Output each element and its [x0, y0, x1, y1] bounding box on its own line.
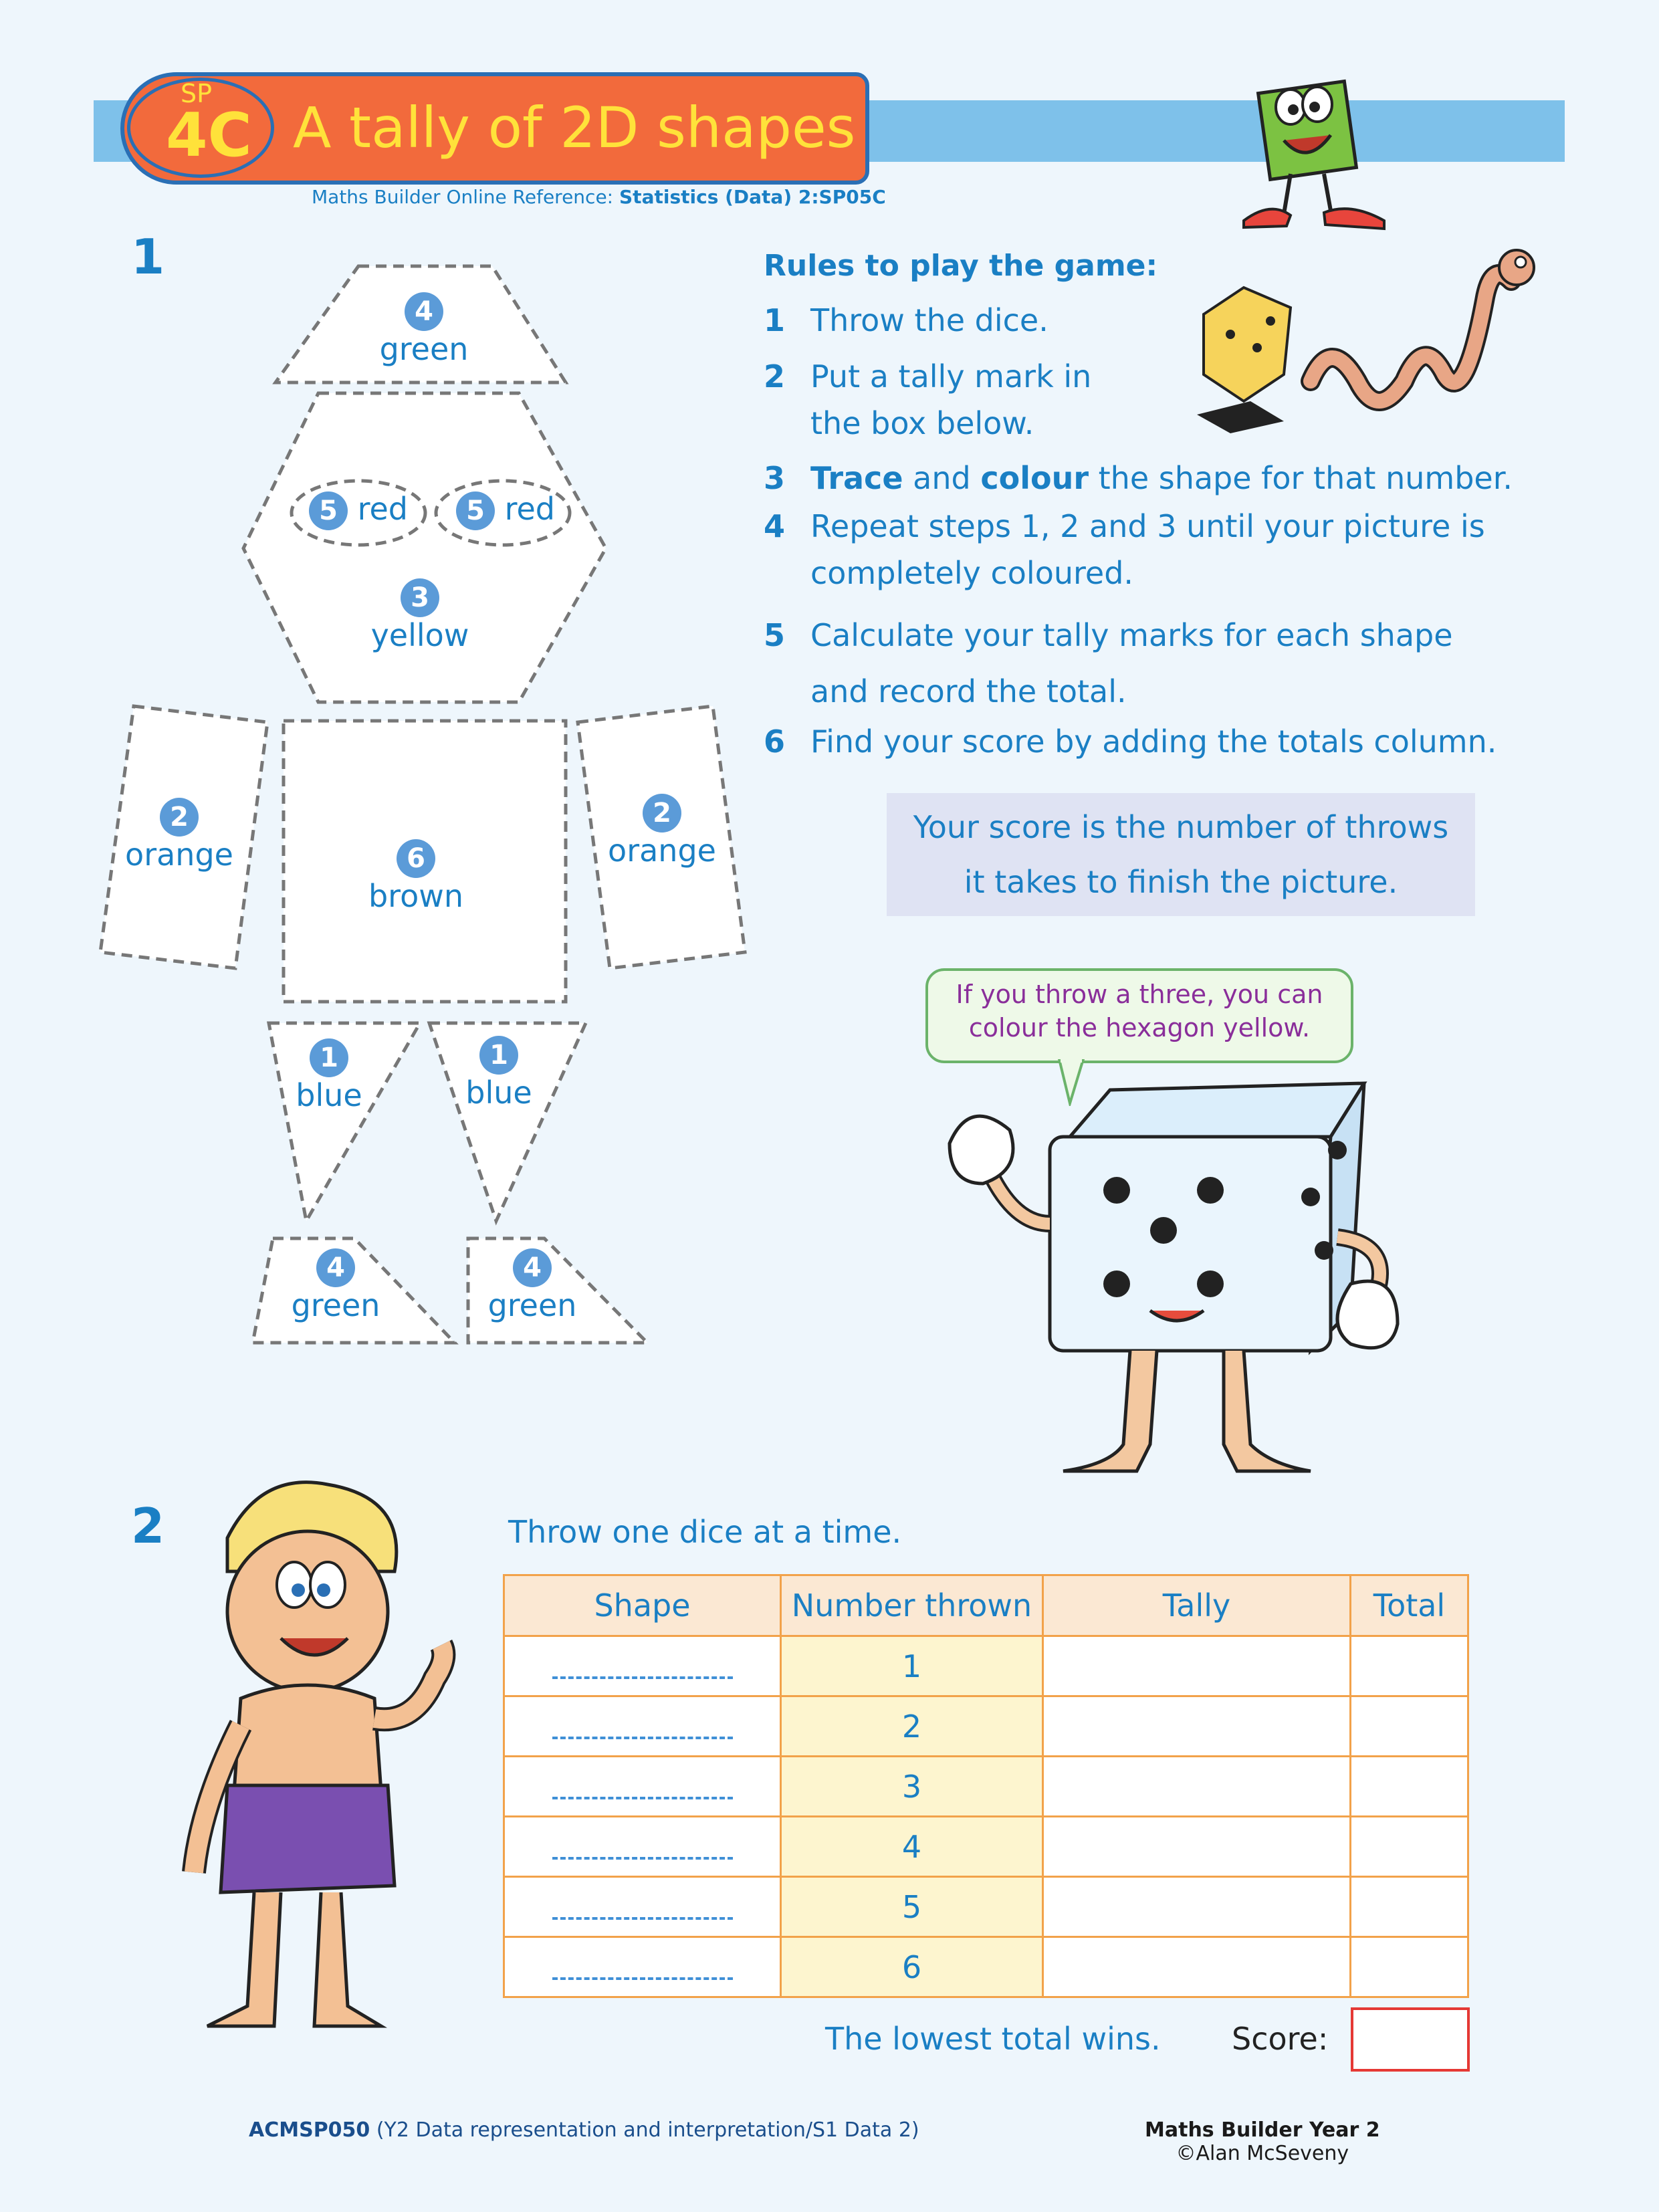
total-cell[interactable]: [1351, 1636, 1468, 1696]
shape-name-field[interactable]: [504, 1636, 781, 1696]
shape-name-field[interactable]: [504, 1757, 781, 1817]
rule-2: 2 Put a tally mark in the box below.: [764, 358, 1092, 441]
tally-cell[interactable]: [1043, 1937, 1351, 1997]
shape-label-body: 6 brown: [349, 839, 483, 914]
hexagon-face: [243, 393, 606, 702]
table-row: [504, 1877, 1468, 1937]
shape-label-eye-right: 5 red: [439, 491, 572, 530]
table-row: [504, 1696, 1468, 1757]
score-label: Score:: [1232, 2021, 1329, 2057]
table-row: [504, 1817, 1468, 1877]
tally-cell[interactable]: [1043, 1817, 1351, 1877]
header-tally: Tally: [1043, 1575, 1351, 1636]
total-cell[interactable]: [1351, 1877, 1468, 1937]
lowest-total-note: The lowest total wins.: [825, 2021, 1161, 2057]
header-number-thrown: Number thrown: [781, 1575, 1043, 1636]
shape-label-eye-left: 5 red: [292, 491, 425, 530]
dice-character-illustration: [909, 1070, 1418, 1491]
rule-6: 6 Find your score by adding the totals column.: [764, 724, 1497, 760]
speech-bubble: If you throw a three, you can colour the hexagon yellow.: [925, 968, 1353, 1063]
table-row: [504, 1636, 1468, 1696]
question-number-2: 2: [131, 1498, 165, 1554]
number-thrown-cell: 5: [781, 1877, 1043, 1937]
number-thrown-cell: 6: [781, 1937, 1043, 1997]
number-thrown-cell: 4: [781, 1817, 1043, 1877]
tally-cell[interactable]: [1043, 1757, 1351, 1817]
score-note-line-2: it takes to finish the picture.: [964, 864, 1398, 900]
table-row: [504, 1937, 1468, 1997]
rule-1: 1 Throw the dice.: [764, 302, 1048, 338]
rule-4: 4 Repeat steps 1, 2 and 3 until your picture is completely coloured.: [764, 508, 1485, 591]
shape-name-field[interactable]: [504, 1937, 781, 1997]
shape-name-field[interactable]: [504, 1877, 781, 1937]
header-total: Total: [1351, 1575, 1468, 1636]
footer-credit: Maths Builder Year 2 ©Alan McSeveny: [1145, 2118, 1380, 2165]
tally-cell[interactable]: [1043, 1696, 1351, 1757]
header-shape: Shape: [504, 1575, 781, 1636]
tally-cell[interactable]: [1043, 1636, 1351, 1696]
score-input-box[interactable]: [1351, 2007, 1470, 2072]
shape-label-foot-right: 4 green: [465, 1248, 599, 1323]
shape-figure: [0, 0, 762, 1364]
total-cell[interactable]: [1351, 1696, 1468, 1757]
number-thrown-cell: 3: [781, 1757, 1043, 1817]
shape-label-foot-left: 4 green: [269, 1248, 403, 1323]
shape-name-field[interactable]: [504, 1696, 781, 1757]
tally-table: [503, 1574, 1469, 1998]
table-header-row: [504, 1575, 1468, 1636]
number-thrown-cell: 2: [781, 1696, 1043, 1757]
shape-label-leg-left: 1 blue: [262, 1038, 396, 1113]
shape-label-arm-right: 2 orange: [595, 793, 729, 869]
shape-label-hexagon: 3 yellow: [353, 578, 487, 653]
lesson-code: 4C: [166, 100, 252, 171]
dice-and-worm-illustration: [1177, 221, 1551, 441]
rule-3: 3 Trace and colour the shape for that number.: [764, 460, 1513, 496]
curriculum-code: ACMSP050 (Y2 Data representation and interpretation/S1 Data 2): [249, 2118, 919, 2142]
total-cell[interactable]: [1351, 1937, 1468, 1997]
shape-name-field[interactable]: [504, 1817, 781, 1877]
online-reference: Maths Builder Online Reference: Statistics (Data) 2:SP05C: [312, 186, 886, 208]
shape-label-head: 4 green: [357, 292, 491, 367]
score-note-line-1: Your score is the number of throws: [913, 809, 1449, 845]
rules-title: Rules to play the game:: [764, 249, 1158, 283]
question-number-1: 1: [131, 229, 165, 285]
square-mascot-illustration: [1217, 60, 1404, 241]
score-note-box: [887, 793, 1475, 916]
boy-thumbs-up-illustration: [127, 1458, 475, 2046]
rule-5: 5 Calculate your tally marks for each shape and record the total.: [764, 617, 1453, 709]
page-title: A tally of 2D shapes: [293, 95, 856, 160]
strand-code: SP: [181, 79, 213, 108]
tally-cell[interactable]: [1043, 1877, 1351, 1937]
number-thrown-cell: 1: [781, 1636, 1043, 1696]
shape-label-arm-left: 2 orange: [112, 797, 246, 873]
total-cell[interactable]: [1351, 1817, 1468, 1877]
table-instruction: Throw one dice at a time.: [508, 1514, 902, 1550]
total-cell[interactable]: [1351, 1757, 1468, 1817]
shape-label-leg-right: 1 blue: [432, 1035, 566, 1111]
table-row: [504, 1757, 1468, 1817]
